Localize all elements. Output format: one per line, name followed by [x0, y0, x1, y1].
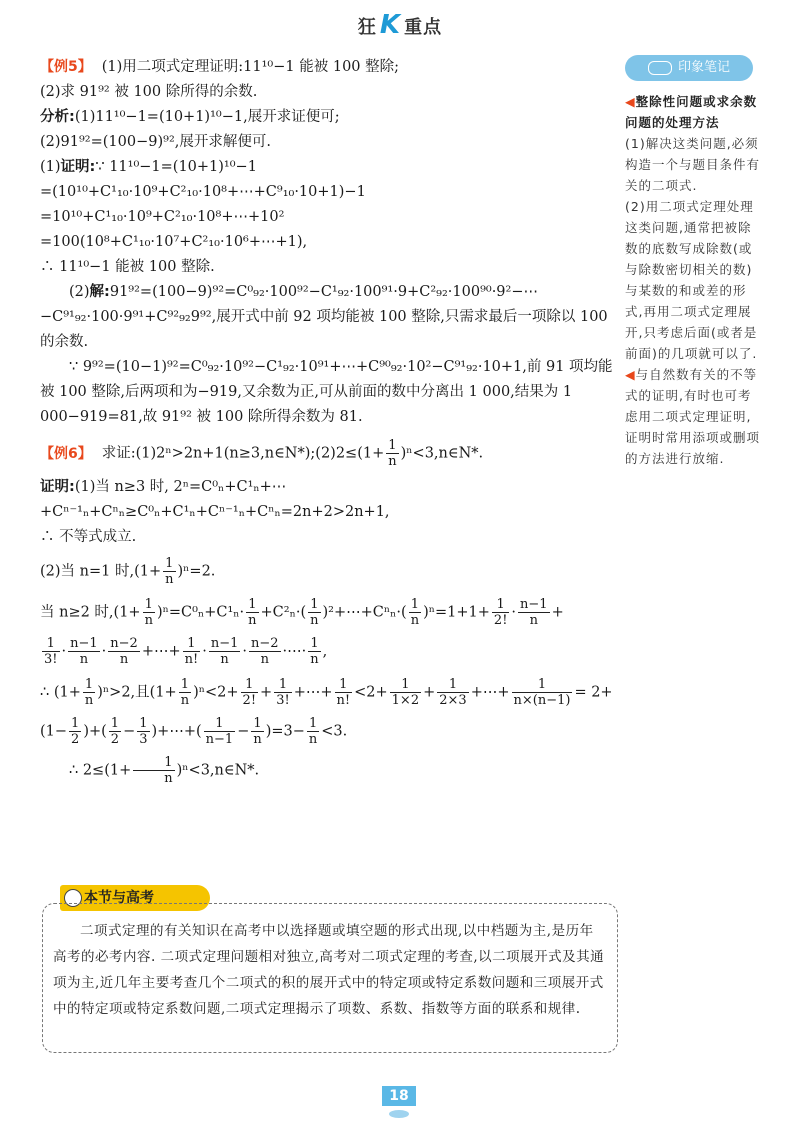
ex5-proof-label: 证明:: [60, 159, 96, 175]
impression-notes-sidebar: 印象笔记 ◀整除性问题或求余数问题的处理方法 (1)解决这类问题,必须构造一个与题目条件有关的二项式. (2)用二项式定理处理这类问题,通常把被除数的底数写成除数(或与除数密切相关的数)与某数的和或差的形式,再用二项式定理展开,只考虑后面(或者是前面)的几项就可以了. ◀与自然数有关的不等式的证明,有时也可考虑用二项式定理证明,证明时常用添项或删项的方法进行放缩.: [625, 55, 760, 469]
ex5-analysis-label: 分析:: [40, 109, 75, 125]
note-item-1: ◀整除性问题或求余数问题的处理方法: [625, 94, 758, 130]
triangle-bullet-icon: ◀: [625, 94, 636, 109]
ex5-question-2: (2)求 91⁹² 被 100 除所得的余数.: [40, 84, 258, 100]
notes-header: 印象笔记: [625, 55, 753, 81]
section-title: 本节与高考: [60, 885, 210, 911]
ex5-question-1: (1)用二项式定理证明:11¹⁰−1 能被 100 整除;: [101, 59, 400, 75]
ex6-proof-label: 证明:: [40, 479, 75, 495]
cloud-icon: [648, 61, 672, 75]
leaf-icon: [389, 1110, 409, 1118]
note-item-2: ◀与自然数有关的不等式的证明,有时也可考虑用二项式定理证明,证明时常用添项或删项的方法进行放缩.: [625, 367, 761, 466]
ex6-expansion-line: 当 n≥2 时,(1+ $\frac{1}{n}$ )ⁿ=C⁰ₙ+C¹ₙ· $\frac{1}{n}$ +C²ₙ·( $\frac{1}{n}$ )²+⋯+Cⁿₙ·( $\frac{1}{n}$ )ⁿ=1+1+ $\frac{1}{2!}$ · $\frac{n-1}{n}$ +: [40, 597, 564, 628]
brand-logo: 狂 K 重点: [357, 10, 443, 40]
main-content: 【例5】 (1)用二项式定理证明:11¹⁰−1 能被 100 整除; (2)求 91⁹² 被 100 除所得的余数. 分析:(1)11¹⁰−1=(10+1)¹⁰−1,展开求证便可; (2)91⁹²=(100−9)⁹²,展开求解便可. (1)证明:∵ 11¹⁰−1=(10+1)¹⁰−1 =(10¹⁰+C¹₁₀·10⁹+C²₁₀·10⁸+⋯+C⁹₁₀·10+1)−1 =10¹⁰+C¹₁₀·10⁹+C²₁₀·10⁸+⋯+10² =100(10⁸+C¹₁₀·10⁷+C²₁₀·10⁶+⋯+1), ∴ 11¹⁰−1 能被 100 整除. (2)解:91⁹²=(100−9)⁹²=C⁰₉₂·100⁹²−C¹₉₂·100⁹¹·9+C²₉₂·100⁹⁰·9²−⋯−C⁹¹₉₂·100·9⁹¹+C⁹²₉₂9⁹²,展开式中前 92 项均能被 100 整除,只需求最后一项除以 100 的余数. ∵ 9⁹²=(10−1)⁹²=C⁰₉₂·10⁹²−C¹₉₂·10⁹¹+⋯+C⁹⁰₉₂·10²−C⁹¹₉₂·10+1,前 91 项均能被 100 整除,后两项和为−919,又余数为正,可从前面的数中分离出 1 000,结果为 1 000−919=81,故 91⁹² 被 100 除所得余数为 81. 【例6】 求证:(1)2ⁿ>2n+1(n≥3,n∈N*);(2)2≤(1+ $\frac{1}{n}$ )ⁿ<3,n∈N*. 证明:(1)当 n≥3 时, 2ⁿ=C⁰ₙ+C¹ₙ+⋯+Cⁿ⁻¹ₙ+Cⁿₙ≥C⁰ₙ+C¹ₙ+Cⁿ⁻¹ₙ+Cⁿₙ=2n+2>2n+1, ∴ 不等式成立. (2)当 n=1 时,(1+ $\frac{1}{n}$ )ⁿ=2. 当 n≥2 时,(1+ $\frac{1}{n}$ )ⁿ=C⁰ₙ+C¹ₙ· $\frac{1}{n}$ +C²ₙ·( $\frac{1}{n}$ )²+⋯+Cⁿₙ·( $\frac{1}{n}$ )ⁿ=1+1+ $\frac{1}{2!}$ · $\frac{n-1}{n}$ + $\frac{1}{3!}$ · $\frac{n-1}{n}$ · $\frac{n-2}{n}$ +⋯+ $\frac{1}{n!}$ · $\frac{n-1}{n}$ · $\frac{n-2}{n}$ ·⋯· $\frac{1}{n}$ , ∴ (1+ $\frac{1}{n}$ )ⁿ>2,且(1+ $\frac{1}{n}$ )ⁿ<2+ $\frac{1}{2!}$ + $\frac{1}{3!}$ +⋯+ $\frac{1}{n!}$ <2+ $\frac{1}{1\times 2}$ + $\frac{1}{2\times 3}$ +⋯+ $\frac{1}{n\times(n-1)}$ = 2+ (1− $\frac{1}{2}$ )+( $\frac{1}{2}$ − $\frac{1}{3}$ )+⋯+( $\frac{1}{n-1}$ − $\frac{1}{n}$ )=3− $\frac{1}{n}$ <3. ∴ 2≤(1+ $\frac{1}{n}$ )ⁿ<3,n∈N*.: [40, 55, 615, 786]
page-header: [0, 10, 800, 40]
ex5-solution-part-b: ∵ 9⁹²=(10−1)⁹²=C⁰₉₂·10⁹²−C¹₉₂·10⁹¹+⋯+C⁹⁰₉₂·10²−C⁹¹₉₂·10+1,前 91 项均能被 100 整除,后两项和为−919,又余数为正,可从前面的数中分离出 1 000,结果为 1 000−919=81,故 91⁹² 被 100 除所得余数为 81.: [40, 359, 613, 425]
page-number: 18: [382, 1086, 416, 1106]
ex5-solution-label: 解:: [89, 284, 110, 300]
triangle-bullet-icon: ◀: [625, 367, 636, 382]
example-6-tag: 【例6】: [40, 445, 92, 462]
exam-notes-box: 二项式定理的有关知识在高考中以选择题或填空题的形式出现,以中档题为主,是历年高考的必考内容. 二项式定理问题相对独立,高考对二项式定理的考查,以二项展开式及其通项为主,近几年主要考查几个二项式的积的展开式中的特定项或特定系数问题和三项展开式中的特定项或特定系数问题,二项式定理揭示了项数、系数、指数等方面的联系和规律.: [42, 903, 618, 1053]
example-5-tag: 【例5】: [40, 59, 92, 75]
